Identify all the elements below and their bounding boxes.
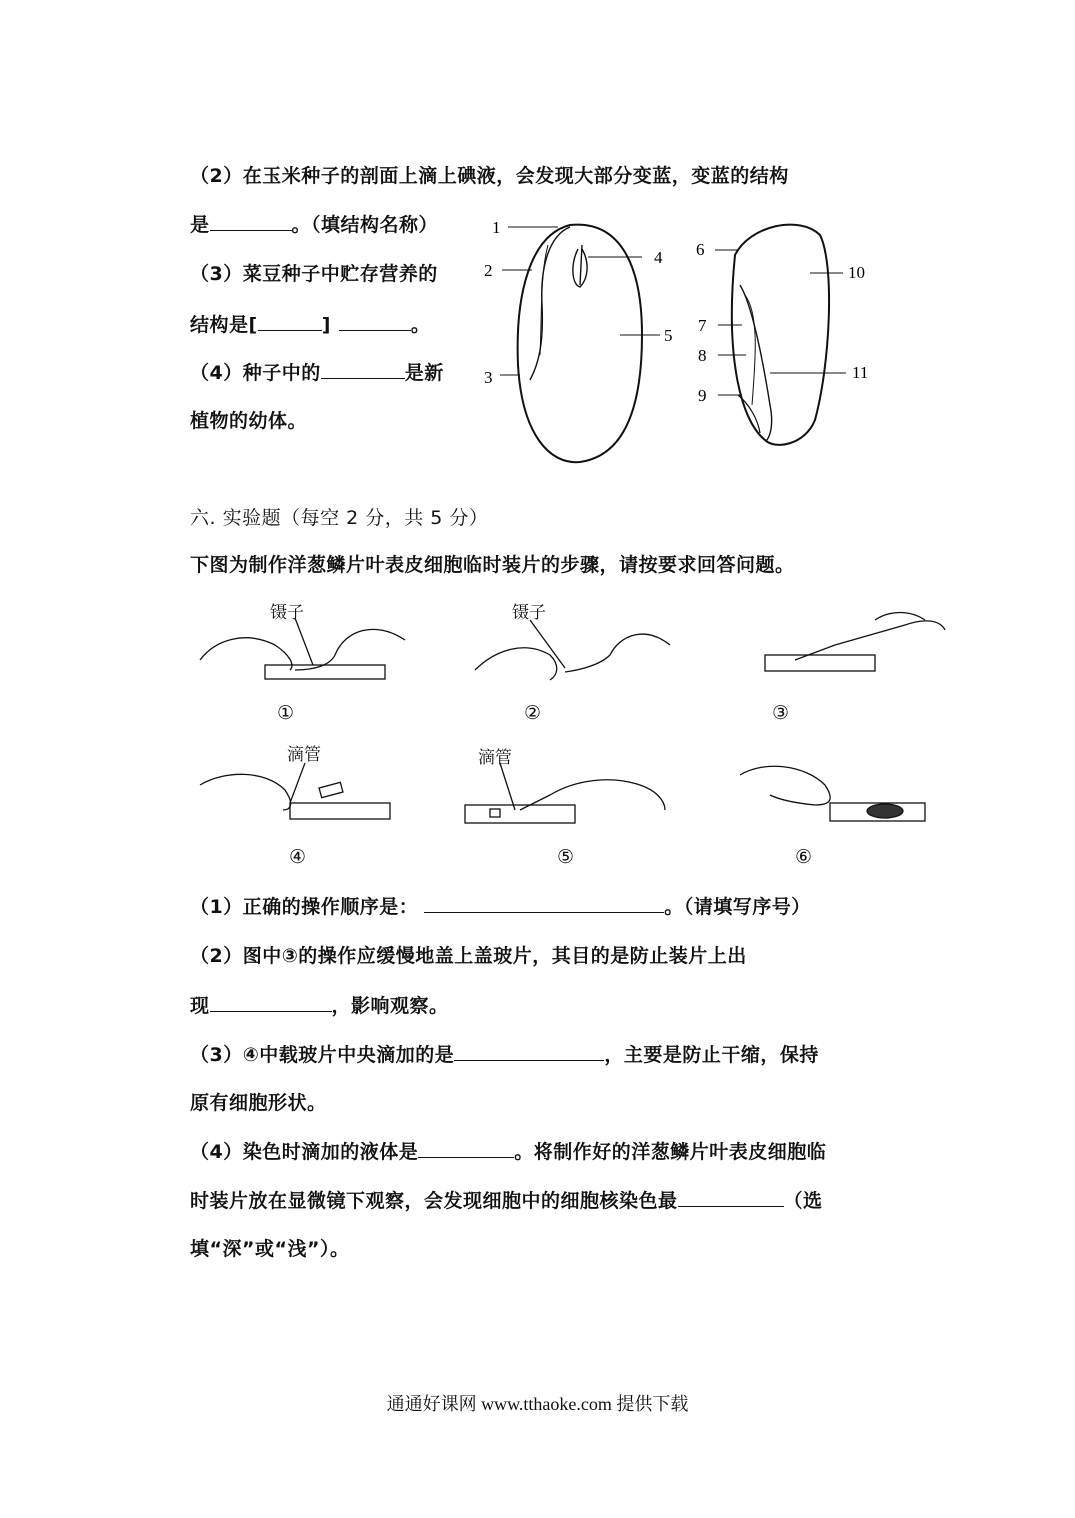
q5-line-2b: 是 。（填结构名称） bbox=[190, 214, 439, 236]
answer-blank[interactable] bbox=[321, 360, 405, 379]
label-leader-lines bbox=[500, 227, 846, 395]
bean-seed-illustration bbox=[518, 225, 642, 463]
label-11: 11 bbox=[852, 363, 869, 382]
label-6: 6 bbox=[696, 240, 705, 259]
label-4: 4 bbox=[654, 248, 663, 267]
step-number-2: ② bbox=[524, 702, 542, 724]
step-1-illustration bbox=[195, 610, 415, 690]
question-2: （2）图中③的操作应缓慢地盖上盖玻片，其目的是防止装片上出 bbox=[190, 945, 747, 967]
label-10: 10 bbox=[848, 263, 865, 282]
answer-blank[interactable] bbox=[454, 1042, 604, 1061]
question-3b: 原有细胞形状。 bbox=[190, 1092, 327, 1114]
q5-line-4: （4）种子中的 是新 bbox=[190, 362, 444, 384]
q5-line-2: （2）在玉米种子的剖面上滴上碘液，会发现大部分变蓝，变蓝的结构 bbox=[190, 165, 789, 187]
question-1: （1）正确的操作顺序是： 。（请填写序号） bbox=[190, 896, 811, 918]
label-9: 9 bbox=[698, 386, 707, 405]
corn-seed-illustration bbox=[732, 225, 829, 445]
q5-line-3: （3）菜豆种子中贮存营养的 bbox=[190, 263, 438, 285]
question-3: （3）④中载玻片中央滴加的是 ，主要是防止干缩，保持 bbox=[190, 1044, 819, 1066]
step-number-5: ⑤ bbox=[557, 846, 575, 868]
answer-blank[interactable] bbox=[424, 894, 664, 913]
seed-diagram bbox=[470, 205, 900, 475]
question-4: （4）染色时滴加的液体是 。将制作好的洋葱鳞片叶表皮细胞临 bbox=[190, 1141, 827, 1163]
answer-blank[interactable] bbox=[258, 312, 322, 331]
label-8: 8 bbox=[698, 346, 707, 365]
answer-blank[interactable] bbox=[678, 1188, 784, 1207]
step-2-illustration bbox=[470, 610, 680, 690]
dropper-label: 滴管 bbox=[478, 748, 512, 768]
question-4b: 时装片放在显微镜下观察，会发现细胞中的细胞核染色最 （选 bbox=[190, 1190, 823, 1212]
step-number-3: ③ bbox=[772, 702, 790, 724]
step-6-illustration bbox=[735, 745, 935, 830]
tweezers-label: 镊子 bbox=[512, 603, 546, 623]
answer-blank[interactable] bbox=[418, 1139, 514, 1158]
footer: 通通好课网 www.tthaoke.com 提供下载 bbox=[386, 1394, 689, 1414]
label-2: 2 bbox=[484, 261, 493, 280]
step-3-illustration bbox=[755, 600, 950, 690]
section-intro: 下图为制作洋葱鳞片叶表皮细胞临时装片的步骤，请按要求回答问题。 bbox=[190, 554, 795, 576]
label-1: 1 bbox=[492, 218, 501, 237]
answer-blank[interactable] bbox=[210, 993, 332, 1012]
label-7: 7 bbox=[698, 316, 707, 335]
q5-line-4b: 植物的幼体。 bbox=[190, 410, 308, 432]
tweezers-label: 镊子 bbox=[270, 603, 304, 623]
step-number-6: ⑥ bbox=[795, 846, 813, 868]
answer-blank[interactable] bbox=[339, 312, 411, 331]
question-4c: 填“深”或“浅”）。 bbox=[190, 1238, 350, 1260]
step-number-1: ① bbox=[277, 702, 295, 724]
step-number-4: ④ bbox=[289, 846, 307, 868]
step-4-illustration bbox=[195, 755, 410, 830]
answer-blank[interactable] bbox=[210, 212, 292, 231]
section-title: 六. 实验题（每空 2 分，共 5 分） bbox=[190, 507, 489, 529]
q5-line-3b: 结构是[ ] 。 bbox=[190, 314, 431, 336]
label-5: 5 bbox=[664, 326, 673, 345]
label-3: 3 bbox=[484, 368, 493, 387]
question-2b: 现 ，影响观察。 bbox=[190, 995, 449, 1017]
dropper-label: 滴管 bbox=[287, 745, 321, 765]
